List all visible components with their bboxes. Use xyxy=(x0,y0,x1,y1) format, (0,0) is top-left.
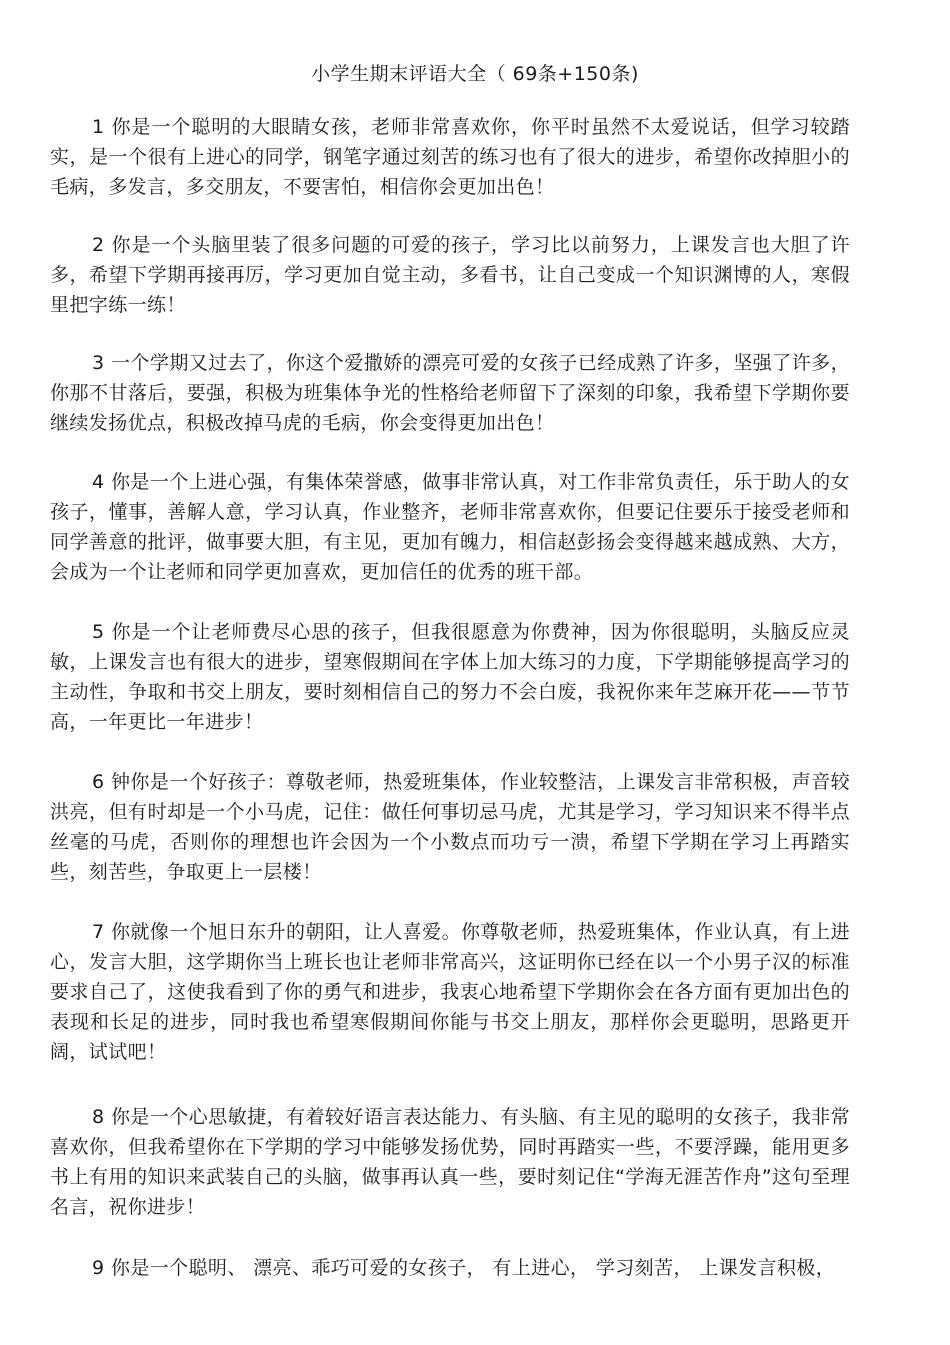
comment-paragraph-6: 6 钟你是一个好孩子：尊敬老师，热爱班集体，作业较整洁，上课发言非常积极，声音较洪亮，但有时却是一个小马虎，记住：做任何事切忌马虎，尤其是学习，学习知识来不得半点丝毫的马虎，否则你的理想也许会因为一个小数点而功亏一溃，希望下学期在学习上再踏实些，刻苦些，争取更上一层楼！ xyxy=(50,771,850,883)
comment-paragraph-3: 3 一个学期又过去了，你这个爱撒娇的漂亮可爱的女孩子已经成熟了许多，坚强了许多，你那不甘落后，要强，积极为班集体争光的性格给老师留下了深刻的印象，我希望下学期你要继续发扬优点，积极改掉马虎的毛病，你会变得更加出色！ xyxy=(50,352,850,434)
document-title: 小学生期末评语大全（ 69条+150条) xyxy=(311,63,639,85)
comment-paragraph-9: 9 你是一个聪明、 漂亮、乖巧可爱的女孩子， 有上进心， 学习刻苦， 上课发言积极， xyxy=(92,1257,836,1279)
comment-paragraph-8: 8 你是一个心思敏捷，有着较好语言表达能力、有头脑、有主见的聪明的女孩子，我非常喜欢你，但我希望你在下学期的学习中能够发扬优势，同时再踏实一些，不要浮躁，能用更多书上有用的知识来武装自己的头脑，做事再认真一些，要时刻记住“学海无涯苦作舟”这句至理名言，祝你进步！ xyxy=(50,1106,850,1218)
comment-paragraph-7: 7 你就像一个旭日东升的朝阳，让人喜爱。你尊敬老师，热爱班集体，作业认真，有上进心，发言大胆，这学期你当上班长也让老师非常高兴，这证明你已经在以一个小男子汉的标准要求自己了，这使我看到了你的勇气和进步，我衷心地希望下学期你会在各方面有更加出色的表现和长足的进步，同时我也希望寒假期间你能与书交上朋友，那样你会更聪明，思路更开阔，试试吧！ xyxy=(50,921,850,1063)
comment-paragraph-1: 1 你是一个聪明的大眼睛女孩，老师非常喜欢你，你平时虽然不太爱说话，但学习较踏实，是一个很有上进心的同学，钢笔字通过刻苦的练习也有了很大的进步，希望你改掉胆小的毛病，多发言，多交朋友，不要害怕，相信你会更加出色！ xyxy=(50,116,850,198)
comment-paragraph-4: 4 你是一个上进心强，有集体荣誉感，做事非常认真，对工作非常负责任，乐于助人的女孩子，懂事，善解人意，学习认真，作业整齐，老师非常喜欢你，但要记住要乐于接受老师和同学善意的批评，做事要大胆，有主见，更加有魄力，相信赵彭扬会变得越来越成熟、大方，会成为一个让老师和同学更加喜欢，更加信任的优秀的班干部。 xyxy=(50,471,850,583)
comment-paragraph-5: 5 你是一个让老师费尽心思的孩子，但我很愿意为你费神，因为你很聪明，头脑反应灵敏，上课发言也有很大的进步，望寒假期间在字体上加大练习的力度，下学期能够提高学习的主动性，争取和书交上朋友，要时刻相信自己的努力不会白废，我祝你来年芝麻开花——节节高，一年更比一年进步！ xyxy=(50,621,850,733)
comment-paragraph-2: 2 你是一个头脑里装了很多问题的可爱的孩子，学习比以前努力，上课发言也大胆了许多，希望下学期再接再厉，学习更加自觉主动，多看书，让自己变成一个知识渊博的人，寒假里把字练一练！ xyxy=(50,234,850,316)
